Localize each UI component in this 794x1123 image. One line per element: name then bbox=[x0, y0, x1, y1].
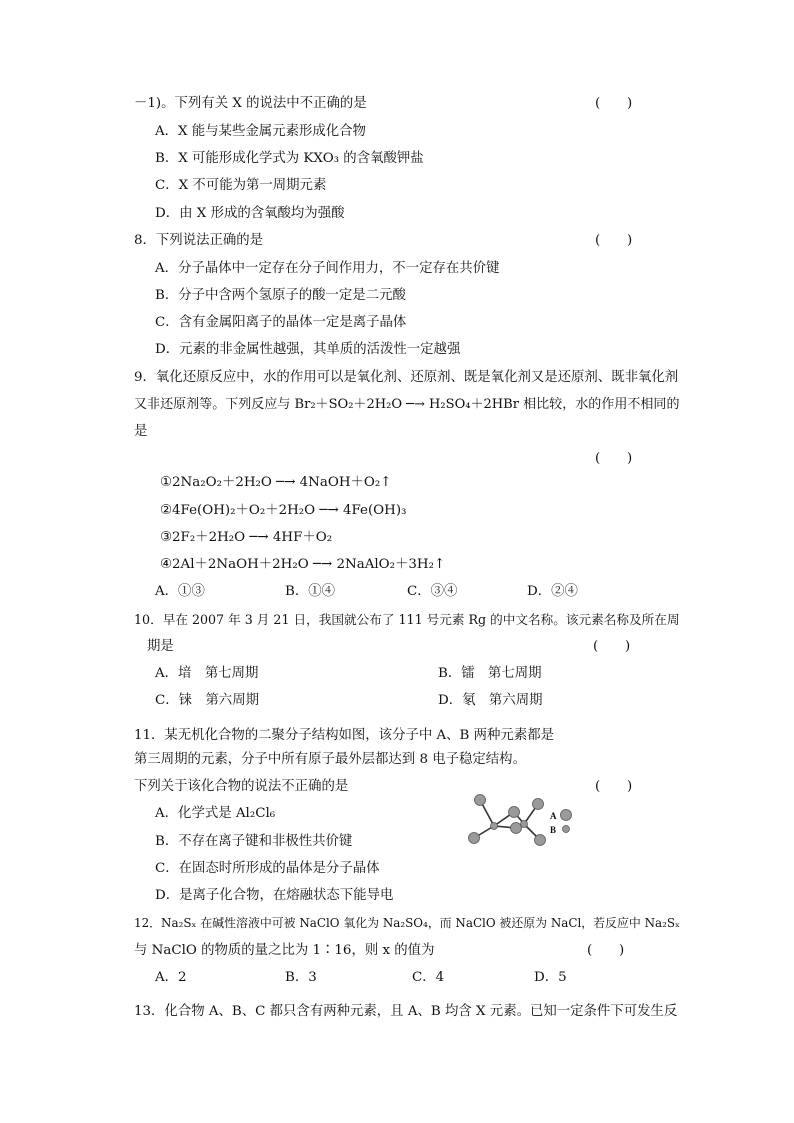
q7-stem-tail: －1)。下列有关 X 的说法中不正确的是 bbox=[134, 96, 367, 111]
q11-option-a: A．化学式是 Al₂Cl₆ bbox=[155, 806, 276, 821]
q8-option-c: C．含有金属阳离子的晶体一定是离子晶体 bbox=[155, 315, 407, 330]
q7-answer-paren: ( ) bbox=[595, 96, 633, 111]
q10-answer-paren: ( ) bbox=[593, 639, 631, 654]
atom-a bbox=[511, 823, 522, 834]
q9-stem-line-2: 又非还原剂等。下列反应与 Br₂＋SO₂＋2H₂O ─→ H₂SO₄＋2HBr 相比较，水的作用不相同的 bbox=[134, 397, 680, 412]
q10-option-b: B．镭 第七周期 bbox=[438, 666, 542, 681]
q10-option-c: C．铼 第六周期 bbox=[155, 693, 259, 708]
q12-option-b: B．3 bbox=[285, 970, 317, 985]
q10-stem-line-1: 10．早在 2007 年 3 月 21 日，我国就公布了 111 号元素 Rg 的中文名称。该元素名称及所在周 bbox=[134, 612, 680, 627]
q12-stem-line-1: 12．Na₂Sₓ 在碱性溶液中可被 NaClO 氧化为 Na₂SO₄，而 NaClO 被还原为 NaCl，若反应中 Na₂Sₓ bbox=[134, 916, 681, 930]
atom-b bbox=[521, 821, 528, 828]
q10-option-d: D．氡 第六周期 bbox=[438, 693, 543, 708]
q11-stem-line-1: 11．某无机化合物的二聚分子结构如图，该分子中 A、B 两种元素都是 bbox=[134, 728, 554, 743]
molecule-bonds bbox=[474, 800, 540, 840]
q8-answer-paren: ( ) bbox=[595, 233, 633, 248]
q9-stem-line-3: 是 bbox=[134, 424, 148, 439]
q13-stem: 13．化合物 A、B、C 都只含有两种元素，且 A、B 均含 X 元素。已知一定条件下可发生反 bbox=[134, 1004, 678, 1019]
q12-option-a: A．2 bbox=[155, 970, 187, 985]
q9-option-b: B．①④ bbox=[285, 584, 336, 599]
legend-label-a: A bbox=[550, 811, 557, 821]
dimer-molecule-figure bbox=[464, 792, 584, 852]
q9-reaction-4: ④2Al＋2NaOH＋2H₂O ─→ 2NaAlO₂＋3H₂↑ bbox=[160, 557, 446, 572]
atom-a bbox=[533, 799, 544, 810]
q7-option-c: C．X 不可能为第一周期元素 bbox=[155, 178, 327, 193]
atom-b bbox=[491, 823, 498, 830]
atom-a bbox=[535, 835, 546, 846]
q9-reaction-1: ①2Na₂O₂＋2H₂O ─→ 4NaOH＋O₂↑ bbox=[160, 475, 392, 490]
atom-a bbox=[475, 795, 486, 806]
q8-stem: 8．下列说法正确的是 bbox=[134, 233, 264, 248]
q8-option-a: A．分子晶体中一定存在分子间作用力，不一定存在共价键 bbox=[155, 261, 500, 276]
q7-option-b: B．X 可能形成化学式为 KXO₃ 的含氧酸钾盐 bbox=[155, 151, 424, 166]
q7-option-a: A．X 能与某些金属元素形成化合物 bbox=[155, 124, 366, 139]
q10-option-a: A．堷 第七周期 bbox=[155, 666, 259, 681]
q9-answer-paren: ( ) bbox=[595, 451, 633, 466]
q9-reaction-2: ②4Fe(OH)₂＋O₂＋2H₂O ─→ 4Fe(OH)₃ bbox=[160, 503, 407, 518]
q9-reaction-3: ③2F₂＋2H₂O ─→ 4HF＋O₂ bbox=[160, 530, 333, 545]
atom-a bbox=[469, 833, 480, 844]
atom-a bbox=[509, 807, 520, 818]
q8-option-b: B．分子中含两个氢原子的酸一定是二元酸 bbox=[155, 288, 406, 303]
q12-stem-line-2: 与 NaClO 的物质的量之比为 1∶16，则 x 的值为 bbox=[134, 943, 435, 958]
q11-option-c: C．在固态时所形成的晶体是分子晶体 bbox=[155, 861, 380, 876]
q11-stem-line-2: 第三周期的元素，分子中所有原子最外层都达到 8 电子稳定结构。 bbox=[134, 752, 526, 767]
legend-label-b: B bbox=[550, 825, 557, 835]
q9-option-c: C．③④ bbox=[407, 584, 458, 599]
legend-atom-a bbox=[561, 810, 572, 821]
q11-option-b: B．不存在离子键和非极性共价键 bbox=[155, 834, 353, 849]
q7-option-d: D．由 X 形成的含氧酸均为强酸 bbox=[155, 206, 345, 221]
q8-option-d: D．元素的非金属性越强，其单质的活泼性一定越强 bbox=[155, 342, 461, 357]
q9-option-a: A．①③ bbox=[155, 584, 205, 599]
legend-atom-b bbox=[563, 826, 570, 833]
q12-option-c: C．4 bbox=[412, 970, 445, 985]
q9-stem-line-1: 9．氧化还原反应中，水的作用可以是氧化剂、还原剂、既是氧化剂又是还原剂、既非氧化剂 bbox=[134, 370, 679, 385]
q10-stem-line-2: 期是 bbox=[147, 639, 174, 654]
q11-answer-paren: ( ) bbox=[595, 779, 633, 794]
q11-option-d: D．是离子化合物，在熔融状态下能导电 bbox=[155, 888, 394, 903]
q11-stem-line-3: 下列关于该化合物的说法不正确的是 bbox=[134, 779, 349, 794]
q9-option-d: D．②④ bbox=[527, 584, 578, 599]
q12-answer-paren: ( ) bbox=[587, 943, 625, 958]
q12-option-d: D．5 bbox=[534, 970, 567, 985]
